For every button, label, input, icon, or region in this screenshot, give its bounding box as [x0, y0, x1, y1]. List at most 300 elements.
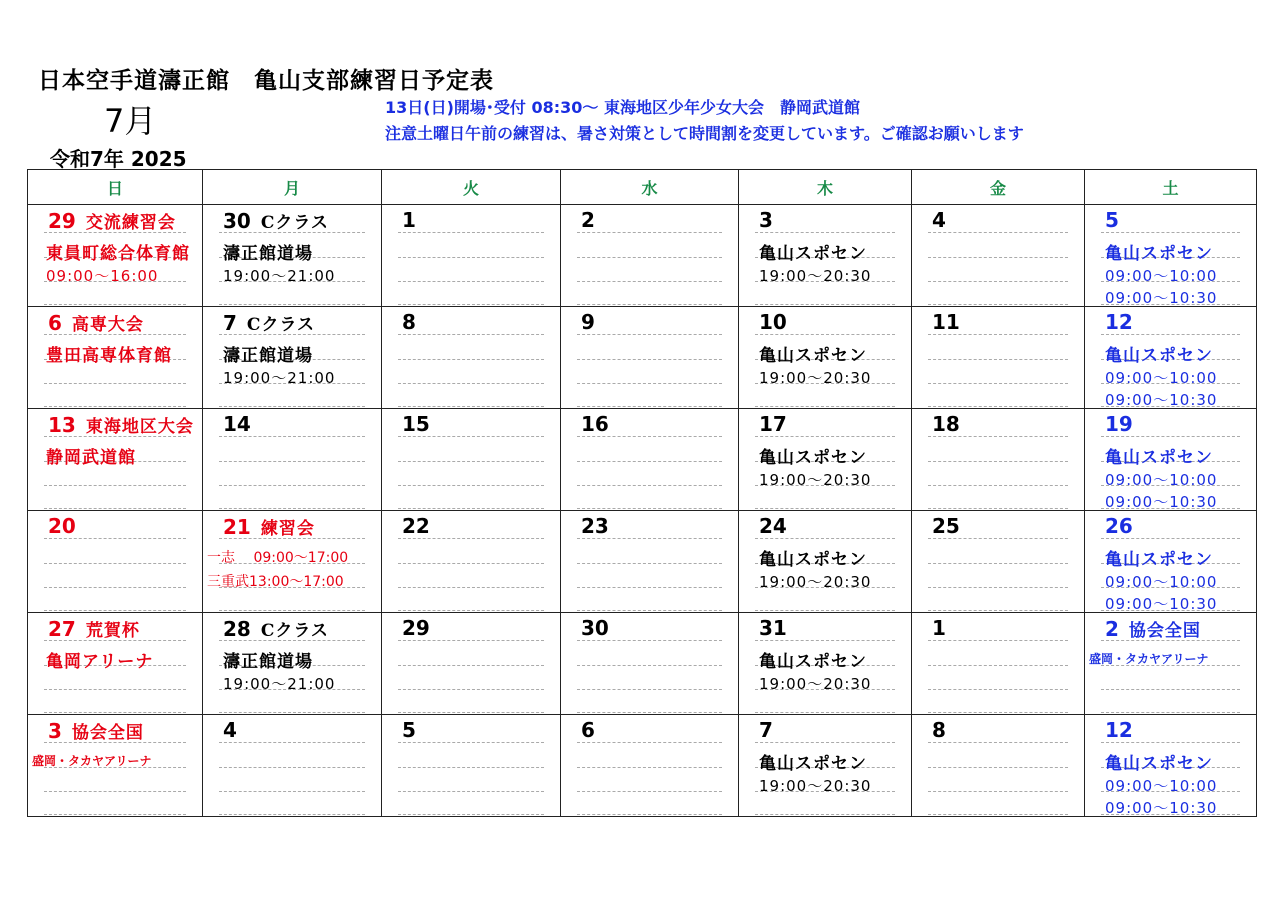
entry-line [755, 209, 895, 233]
entry-line [398, 719, 544, 743]
day-cell [203, 409, 382, 511]
day-cell [28, 307, 203, 409]
era-year-label: 令和7年 2025 [50, 147, 187, 171]
time-label-2: 09:00～10:30 [1105, 595, 1218, 613]
entry-line [928, 719, 1068, 743]
day-number-value: 28 [223, 617, 251, 641]
time-label-2: 09:00～10:30 [1105, 391, 1218, 409]
day-number-value: 6 [581, 718, 595, 742]
event-label: Cクラス [260, 213, 329, 233]
entry-line [577, 336, 722, 360]
entry-line [928, 383, 1068, 407]
venue-label: 亀山スポセン [1105, 448, 1213, 468]
day-cell [1085, 715, 1257, 817]
day-number-value: 25 [932, 514, 960, 538]
day-number [48, 310, 144, 335]
time-label: 09:00～10:00 [1105, 267, 1218, 285]
day-number [48, 616, 140, 641]
day-cell-content [28, 715, 202, 816]
time-label: 09:00～10:00 [1105, 369, 1218, 387]
day-number [759, 514, 787, 538]
day-cell-content [561, 613, 738, 714]
entry-line [577, 383, 722, 407]
day-cell [1085, 205, 1257, 307]
day-number-value: 27 [48, 617, 76, 641]
day-number [402, 514, 430, 538]
entry-line [219, 438, 365, 462]
entry-line [577, 258, 722, 282]
day-number [1105, 616, 1201, 641]
day-cell-content [28, 205, 202, 306]
day-cell-content [1085, 511, 1256, 612]
day-cell [203, 205, 382, 307]
venue-label: 濤正館道場 [223, 244, 313, 264]
day-cell [28, 205, 203, 307]
day-cell [1085, 511, 1257, 613]
entry-line [398, 311, 544, 335]
day-number-value: 3 [48, 719, 62, 743]
practice-venue-time: 一志 09:00～17:00 [207, 550, 349, 566]
entry-line [398, 209, 544, 233]
day-cell [561, 307, 739, 409]
day-number [48, 208, 176, 233]
day-number-value: 12 [1105, 310, 1133, 334]
venue-label: 東員町総合体育館 [46, 244, 190, 264]
day-cell [912, 409, 1085, 511]
entry-line [398, 336, 544, 360]
day-cell [912, 613, 1085, 715]
entry-line [928, 689, 1068, 713]
venue-label: 亀山スポセン [759, 652, 867, 672]
day-cell [382, 715, 561, 817]
entry-line [398, 564, 544, 588]
day-number [1105, 718, 1133, 742]
day-cell-content [203, 511, 381, 612]
entry-line [398, 485, 544, 509]
day-number [759, 616, 787, 640]
day-cell-content [382, 409, 560, 510]
day-number [759, 208, 773, 232]
calendar-body [28, 205, 1257, 817]
entry-line [928, 234, 1068, 258]
day-cell [28, 613, 203, 715]
day-cell-content [739, 409, 911, 510]
day-number-value: 18 [932, 412, 960, 436]
day-cell [912, 715, 1085, 817]
day-number [223, 616, 329, 641]
entry-line [928, 744, 1068, 768]
venue-label: 亀山スポセン [1105, 244, 1213, 264]
entry-line [44, 485, 186, 509]
day-number-value: 11 [932, 310, 960, 334]
entry-line [928, 209, 1068, 233]
day-cell-content [912, 511, 1084, 612]
day-cell-content [912, 205, 1084, 306]
venue-label: 濤正館道場 [223, 652, 313, 672]
day-cell [739, 205, 912, 307]
day-number [759, 718, 773, 742]
day-cell-content [739, 613, 911, 714]
time-label: 09:00～10:00 [1105, 471, 1218, 489]
day-number [48, 514, 76, 538]
entry-line [219, 744, 365, 768]
week-row [28, 613, 1257, 715]
day-number-value: 2 [1105, 617, 1119, 641]
venue-label: 亀山スポセン [759, 448, 867, 468]
day-cell-content [382, 511, 560, 612]
entry-line [755, 719, 895, 743]
day-number-value: 4 [223, 718, 237, 742]
day-cell-content [203, 307, 381, 408]
venue-label: 亀山スポセン [759, 244, 867, 264]
day-cell-content [739, 511, 911, 612]
day-number [402, 616, 430, 640]
day-number [581, 514, 609, 538]
day-cell [203, 511, 382, 613]
day-cell-content [203, 613, 381, 714]
entry-line [928, 587, 1068, 611]
entry-line [928, 360, 1068, 384]
day-cell [382, 613, 561, 715]
day-number [223, 208, 329, 233]
entry-line [1101, 666, 1240, 690]
day-number-value: 23 [581, 514, 609, 538]
weekday-header: 土 [1085, 170, 1257, 205]
venue-label: 亀山スポセン [759, 346, 867, 366]
day-number-value: 10 [759, 310, 787, 334]
entry-line [577, 462, 722, 486]
entry-line [219, 791, 365, 815]
day-cell-content [1085, 307, 1256, 408]
entry-line [398, 281, 544, 305]
time-label: 19:00～20:30 [759, 471, 872, 489]
day-cell-content [203, 205, 381, 306]
day-cell-content [28, 613, 202, 714]
day-number [223, 310, 315, 335]
day-cell-content [382, 307, 560, 408]
entry-line [577, 768, 722, 792]
day-number [932, 310, 960, 334]
day-cell [203, 307, 382, 409]
day-cell [912, 307, 1085, 409]
entry-line [577, 719, 722, 743]
day-number-value: 13 [48, 413, 76, 437]
day-cell [382, 205, 561, 307]
day-cell-content [1085, 715, 1256, 816]
day-number [932, 514, 960, 538]
venue-label: 盛岡・タカヤアリーナ [1089, 652, 1209, 666]
entry-line [577, 689, 722, 713]
venue-label: 亀山スポセン [1105, 754, 1213, 774]
day-cell [561, 715, 739, 817]
entry-line [577, 642, 722, 666]
day-number [223, 718, 237, 742]
entry-line [577, 234, 722, 258]
day-number-value: 7 [759, 718, 773, 742]
entry-line [398, 360, 544, 384]
notice-line-2: 注意土曜日午前の練習は、暑さ対策として時間割を変更しています。ご確認お願いします [385, 124, 1024, 143]
day-cell [382, 307, 561, 409]
entry-line [577, 540, 722, 564]
day-number-value: 1 [402, 208, 416, 232]
day-number-value: 7 [223, 311, 237, 335]
entry-line [398, 744, 544, 768]
day-cell-content [1085, 409, 1256, 510]
event-label: 荒賀杯 [85, 621, 140, 641]
week-row [28, 715, 1257, 817]
notice-line-1: 13日(日)開場･受付 08:30～ 東海地区少年少女大会 静岡武道館 [385, 98, 860, 117]
entry-line [577, 281, 722, 305]
day-number [1105, 208, 1119, 232]
entry-line [577, 666, 722, 690]
entry-line [928, 540, 1068, 564]
day-cell-content [203, 715, 381, 816]
entry-line [44, 540, 186, 564]
day-cell-content [912, 409, 1084, 510]
time-label: 19:00～20:30 [759, 675, 872, 693]
day-cell-content [28, 511, 202, 612]
week-row [28, 307, 1257, 409]
day-cell-content [1085, 613, 1256, 714]
time-label: 09:00～10:00 [1105, 777, 1218, 795]
day-number-value: 8 [402, 310, 416, 334]
time-label: 19:00～21:00 [223, 369, 336, 387]
weekday-header: 金 [912, 170, 1085, 205]
day-number-value: 30 [581, 616, 609, 640]
day-number-value: 17 [759, 412, 787, 436]
day-number-value: 5 [1105, 208, 1119, 232]
time-label: 19:00～20:30 [759, 267, 872, 285]
day-number-value: 12 [1105, 718, 1133, 742]
entry-line [44, 564, 186, 588]
entry-line [219, 462, 365, 486]
venue-label: 亀岡アリーナ [46, 652, 154, 672]
day-cell [739, 409, 912, 511]
time-label-2: 09:00～10:30 [1105, 799, 1218, 817]
day-cell-content [203, 409, 381, 510]
day-number-value: 16 [581, 412, 609, 436]
event-label: 協会全国 [71, 723, 144, 743]
entry-line [928, 258, 1068, 282]
day-number [932, 718, 946, 742]
entry-line [398, 689, 544, 713]
day-number-value: 3 [759, 208, 773, 232]
entry-line [398, 540, 544, 564]
entry-line [577, 744, 722, 768]
time-label: 09:00～10:00 [1105, 573, 1218, 591]
day-number [402, 412, 430, 436]
venue-label: 濤正館道場 [223, 346, 313, 366]
day-cell-content [28, 409, 202, 510]
entry-line [398, 666, 544, 690]
time-label: 19:00～21:00 [223, 675, 336, 693]
entry-line [398, 587, 544, 611]
day-number [1105, 310, 1133, 334]
day-number-value: 15 [402, 412, 430, 436]
day-cell-content [739, 715, 911, 816]
day-number-value: 31 [759, 616, 787, 640]
day-number-value: 5 [402, 718, 416, 742]
day-cell [28, 409, 203, 511]
entry-line [44, 768, 186, 792]
day-number-value: 26 [1105, 514, 1133, 538]
day-number-value: 29 [402, 616, 430, 640]
day-number [759, 310, 787, 334]
time-label-2: 09:00～10:30 [1105, 289, 1218, 307]
day-cell [561, 613, 739, 715]
entry-line [398, 258, 544, 282]
day-cell [1085, 409, 1257, 511]
entry-line [928, 791, 1068, 815]
week-row [28, 511, 1257, 613]
venue-label: 盛岡・タカヤアリーナ [32, 754, 152, 768]
venue-label: 亀山スポセン [1105, 346, 1213, 366]
day-cell-content [561, 511, 738, 612]
day-number [932, 412, 960, 436]
day-number [402, 718, 416, 742]
day-cell [561, 205, 739, 307]
day-cell [739, 307, 912, 409]
day-cell [28, 715, 203, 817]
venue-label: 亀山スポセン [1105, 550, 1213, 570]
venue-label: 静岡武道館 [46, 448, 136, 468]
day-cell [561, 511, 739, 613]
day-cell-content [561, 205, 738, 306]
entry-line [577, 485, 722, 509]
entry-line [44, 791, 186, 815]
day-number [223, 514, 315, 539]
day-number-value: 2 [581, 208, 595, 232]
venue-label: 亀山スポセン [759, 754, 867, 774]
day-number-value: 29 [48, 209, 76, 233]
entry-line [928, 438, 1068, 462]
entry-line [219, 768, 365, 792]
day-number [581, 616, 609, 640]
entry-line [1101, 689, 1240, 713]
day-cell [1085, 307, 1257, 409]
day-cell-content [382, 715, 560, 816]
entry-line [398, 791, 544, 815]
weekday-header: 日 [28, 170, 203, 205]
day-number-value: 24 [759, 514, 787, 538]
entry-line [44, 587, 186, 611]
event-label: Cクラス [246, 315, 315, 335]
calendar-table [27, 169, 1257, 817]
day-cell [28, 511, 203, 613]
page-title: 日本空手道濤正館 亀山支部練習日予定表 [38, 67, 494, 94]
day-number [581, 208, 595, 232]
day-number [1105, 514, 1133, 538]
entry-line [928, 281, 1068, 305]
weekday-header-row [28, 170, 1257, 205]
day-cell [912, 205, 1085, 307]
entry-line [577, 438, 722, 462]
day-number-value: 19 [1105, 412, 1133, 436]
day-cell-content [912, 307, 1084, 408]
day-number [402, 310, 416, 334]
event-label: 東海地区大会 [85, 417, 194, 437]
event-label: Cクラス [260, 621, 329, 641]
entry-line [928, 617, 1068, 641]
entry-line [398, 383, 544, 407]
day-number-value: 30 [223, 209, 251, 233]
entry-line [928, 462, 1068, 486]
entry-line [398, 438, 544, 462]
event-label: 練習会 [260, 519, 315, 539]
day-number [581, 412, 609, 436]
day-cell [1085, 613, 1257, 715]
day-cell-content [739, 205, 911, 306]
day-number [402, 208, 416, 232]
time-label: 19:00～20:30 [759, 777, 872, 795]
week-row [28, 409, 1257, 511]
day-number [223, 412, 251, 436]
day-cell [739, 511, 912, 613]
weekday-header: 水 [561, 170, 739, 205]
day-cell [561, 409, 739, 511]
time-label: 09:00～16:00 [46, 267, 159, 285]
day-number-value: 21 [223, 515, 251, 539]
practice-venue-time: 三重武13:00～17:00 [207, 574, 344, 590]
day-cell-content [382, 613, 560, 714]
event-label: 協会全国 [1128, 621, 1201, 641]
venue-label: 豊田高専体育館 [46, 346, 172, 366]
entry-line [928, 336, 1068, 360]
entry-line [928, 564, 1068, 588]
weekday-header: 月 [203, 170, 382, 205]
entry-line [928, 768, 1068, 792]
entry-line [577, 791, 722, 815]
day-cell-content [382, 205, 560, 306]
day-cell [203, 613, 382, 715]
time-label-2: 09:00～10:30 [1105, 493, 1218, 511]
entry-line [44, 689, 186, 713]
day-number-value: 20 [48, 514, 76, 538]
entry-line [398, 462, 544, 486]
day-cell-content [739, 307, 911, 408]
event-label: 交流練習会 [85, 213, 176, 233]
day-cell [912, 511, 1085, 613]
time-label: 19:00～20:30 [759, 573, 872, 591]
day-number-value: 14 [223, 412, 251, 436]
day-number [581, 718, 595, 742]
day-number-value: 1 [932, 616, 946, 640]
entry-line [577, 564, 722, 588]
day-cell [382, 409, 561, 511]
day-cell [739, 613, 912, 715]
day-cell-content [912, 613, 1084, 714]
day-cell [382, 511, 561, 613]
day-cell-content [912, 715, 1084, 816]
day-number [1105, 412, 1133, 436]
weekday-header: 火 [382, 170, 561, 205]
entry-line [398, 768, 544, 792]
day-cell-content [28, 307, 202, 408]
entry-line [928, 666, 1068, 690]
day-cell-content [561, 307, 738, 408]
day-cell-content [561, 409, 738, 510]
time-label: 19:00～20:30 [759, 369, 872, 387]
entry-line [928, 485, 1068, 509]
day-number-value: 4 [932, 208, 946, 232]
day-cell-content [561, 715, 738, 816]
entry-line [44, 383, 186, 407]
entry-line [577, 360, 722, 384]
entry-line [219, 719, 365, 743]
day-number [581, 310, 595, 334]
week-row [28, 205, 1257, 307]
entry-line [577, 311, 722, 335]
